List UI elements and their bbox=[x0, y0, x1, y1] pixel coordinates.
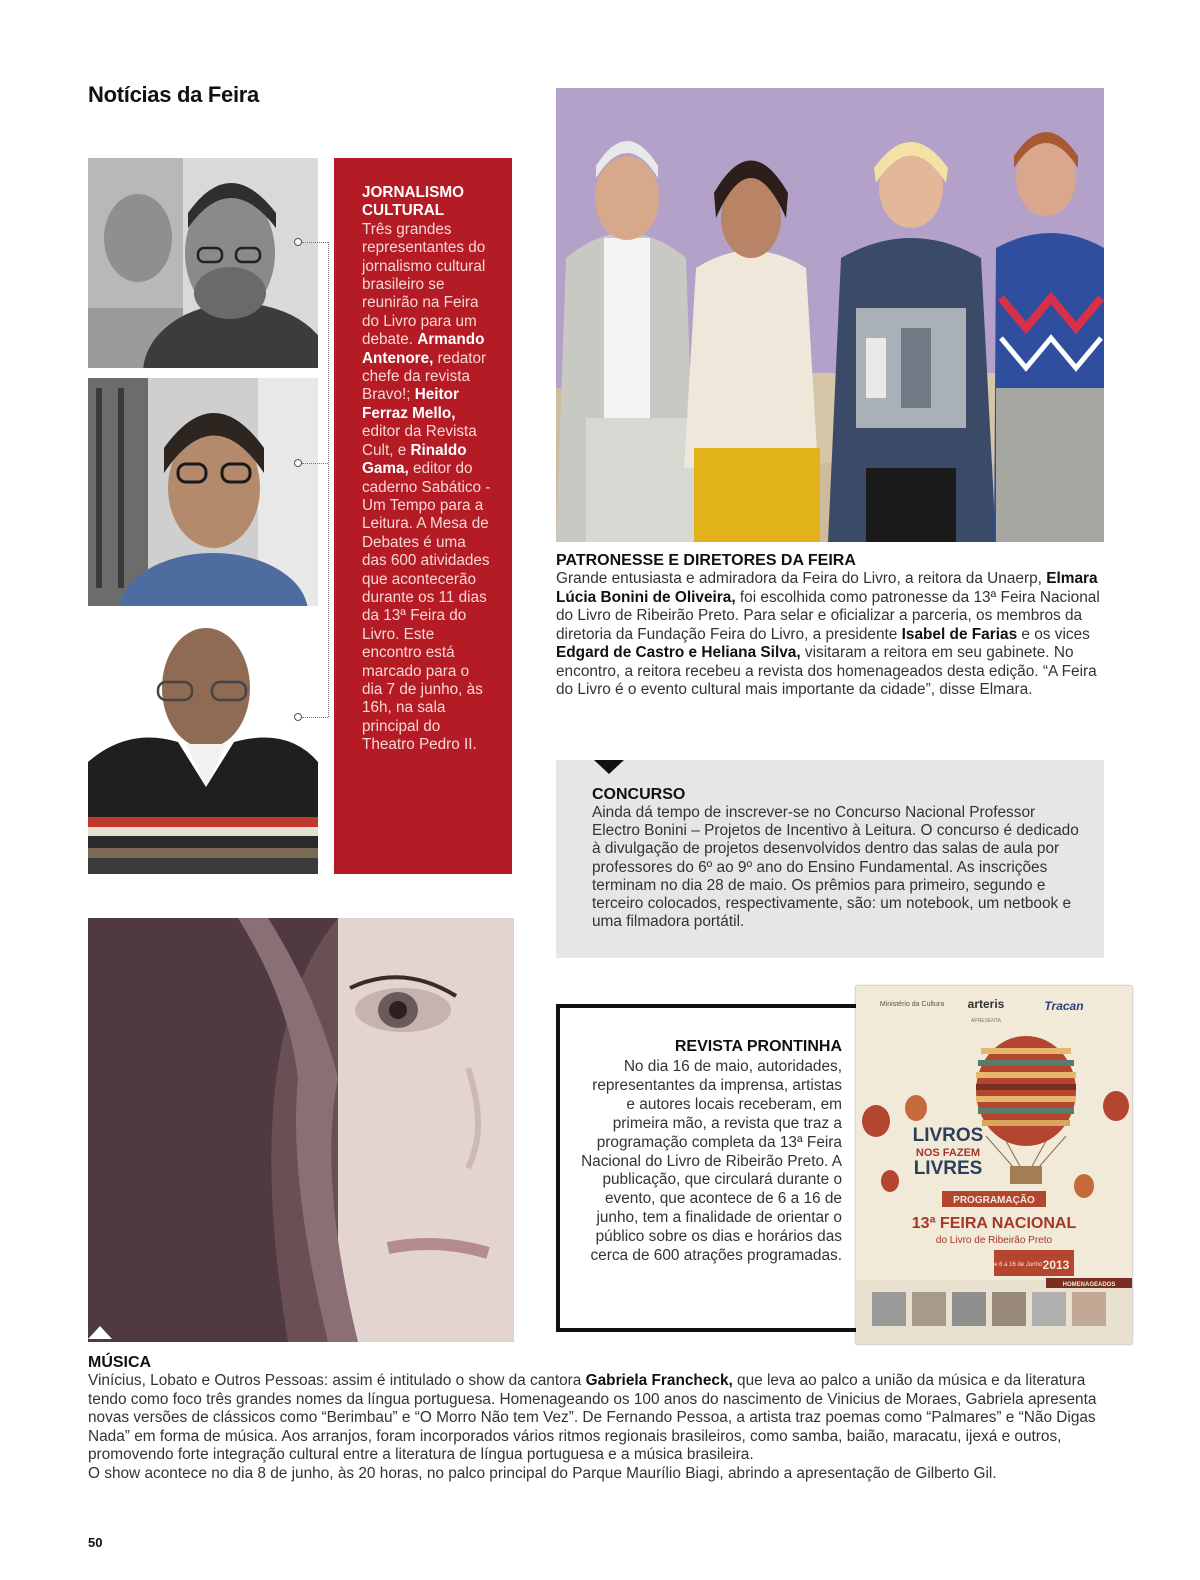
photo-heitor-ferraz-mello bbox=[88, 378, 318, 606]
connector-dot bbox=[294, 459, 302, 467]
text-span: O show acontece no dia 8 de junho, às 20 horas, no palco principal do Parque Maurílio Biagi, abrindo a apresentação de Gilberto Gil. bbox=[88, 1464, 997, 1482]
photo-gabriela-francheck bbox=[88, 918, 514, 1342]
cover-headline-1: LIVROS bbox=[912, 1125, 984, 1146]
text-span: foi escolhida como patronesse da 13ª Feira Nacional do Livro de Ribeirão Preto. Para selar e oficializar a parceria, os membros da diretoria da Fundação Feira do Livro, a presidente bbox=[556, 588, 1100, 643]
text-span: visitaram a reitora em seu gabinete. No encontro, a reitora recebeu a revista dos homenageados desta edição. “A Feira do Livro é o evento cultural mais importante da cidade”, disse Elmara. bbox=[556, 644, 1097, 698]
text-span: e os vices bbox=[1017, 625, 1090, 643]
name-edgard-heliana: Edgard de Castro e Heliana Silva, bbox=[556, 644, 801, 661]
text-span: editor do caderno Sabático - Um Tempo para a Leitura. A Mesa de Debates é uma das 600 atividades que acontecerão durante os 11 dias da 13ª Feira do Livro. Este encontro está marcado para o dia 7 de junho, às 16h, na sala principal do Theatro Pedro II. bbox=[362, 460, 491, 754]
photo-rinaldo-gama bbox=[88, 612, 318, 874]
connector-line bbox=[302, 242, 328, 243]
prontinha-text: No dia 16 de maio, autoridades, representantes da imprensa, artistas e autores locais receberam, em primeira mão, a revista que traz a programação completa da 13ª Feira Nacional do Livro de Ribeirão Preto. A publicação, que circulará durante o evento, que acontece de 6 a 16 de junho, tem a finalidade de orientar o público sobre os dias e horários das cerca de 600 atrações programadas. bbox=[581, 1058, 842, 1265]
cover-headline-3: LIVRES bbox=[913, 1158, 983, 1179]
text-span: editor da Revista Cult, e bbox=[362, 423, 477, 459]
jornalismo-cultural-text bbox=[362, 184, 492, 755]
concurso-text: Ainda dá tempo de inscrever-se no Concurso Nacional Professor Electro Bonini – Projetos de Incentivo à Leitura. O concurso é dedicado à divulgação de projetos desenvolvidos dentro das salas de aula por professores do 6º ao 9º ano do Ensino Fundamental. As inscrições terminam no dia 28 de maio. Os prêmios para primeiro, segundo e terceiro colocados, respectivamente, são: um notebook, um netbook e uma filmadora portátil. bbox=[592, 804, 1079, 931]
cover-sponsor-ministerio: Ministério da Cultura bbox=[879, 1001, 945, 1008]
concurso-box bbox=[556, 760, 1104, 958]
cover-subtitle: do Livro de Ribeirão Preto bbox=[935, 1235, 1053, 1246]
jornalismo-cultural-box bbox=[334, 158, 512, 874]
text-span: Vinícius, Lobato e Outros Pessoas: assim é intitulado o show da cantora bbox=[88, 1372, 586, 1389]
cover-apresenta: APRESENTA bbox=[971, 1018, 1001, 1024]
prontinha-box bbox=[556, 1004, 886, 1332]
musica-text bbox=[88, 1372, 1108, 1484]
text-span: Grande entusiasta e admiradora da Feira do Livro, a reitora da Unaerp, bbox=[556, 570, 1047, 587]
photo-armando-antenore bbox=[88, 158, 318, 368]
cover-homenageados: HOMENAGEADOS bbox=[1062, 1282, 1116, 1288]
photo-patronesse-diretores bbox=[556, 88, 1104, 542]
patronesse-text bbox=[556, 570, 1104, 700]
triangle-marker bbox=[88, 1326, 112, 1339]
text-span: que leva ao palco a união da música e da literatura tendo como foco três grandes nomes da língua portuguesa. Homenageando os 100 anos do nascimento de Vinicius de Moraes, Gabriela apresenta novas versões de clássicos como “Berimbau” e “O Morro Não tem Vez”. De Fernando Pessoa, a artista traz poemas como “Palmares” e “Não Digas Nada” em forma de música. Aos arranjos, foram incorporados vários ritmos regionais brasileiros, como samba, baião, maracatu, ijexá e outros, promovendo forte integração cultural entre a literatura de língua portuguesa e a música brasileira. bbox=[88, 1372, 1097, 1464]
connector-line bbox=[302, 717, 328, 718]
cover-sponsor-arteris: arteris bbox=[967, 997, 1005, 1011]
triangle-marker bbox=[594, 760, 624, 774]
connector-line bbox=[302, 463, 328, 464]
jornalismo-cultural-title: JORNALISMO CULTURAL bbox=[362, 184, 464, 220]
text-span: Três grandes representantes do jornalismo cultural brasileiro se reunirão na Feira do Livro para um debate. bbox=[362, 220, 486, 349]
section-title: Notícias da Feira bbox=[88, 82, 259, 107]
cover-programacao: PROGRAMAÇÃO bbox=[953, 1195, 1035, 1206]
connector-line bbox=[328, 242, 329, 717]
name-rinaldo: Rinaldo Gama, bbox=[362, 441, 467, 478]
cover-sponsor-tracan: Tracan bbox=[1044, 999, 1084, 1013]
cover-year: 2013 bbox=[1042, 1258, 1070, 1272]
concurso-title: CONCURSO bbox=[592, 786, 686, 803]
name-isabel: Isabel de Farias bbox=[901, 625, 1018, 643]
connector-dot bbox=[294, 238, 302, 246]
magazine-cover bbox=[856, 986, 1132, 1344]
name-armando: Armando Antenore, bbox=[362, 331, 485, 367]
cover-dates: De 6 a 16 de Junho bbox=[989, 1262, 1043, 1268]
musica-title: MÚSICA bbox=[88, 1354, 152, 1371]
name-gabriela: Gabriela Francheck, bbox=[585, 1372, 733, 1389]
patronesse-title: PATRONESSE E DIRETORES DA FEIRA bbox=[556, 552, 856, 569]
text-span: redator chefe da revista Bravo!; bbox=[362, 349, 487, 404]
cover-feira-nacional: 13ª FEIRA NACIONAL bbox=[911, 1215, 1077, 1232]
prontinha-title: REVISTA PRONTINHA bbox=[674, 1038, 842, 1055]
page-number: 50 bbox=[88, 1535, 103, 1550]
name-heitor: Heitor Ferraz Mello, bbox=[362, 386, 459, 422]
connector-dot bbox=[294, 713, 302, 721]
name-elmara: Elmara Lúcia Bonini de Oliveira, bbox=[556, 570, 1098, 606]
cover-headline-2: NOS FAZEM bbox=[915, 1147, 981, 1159]
